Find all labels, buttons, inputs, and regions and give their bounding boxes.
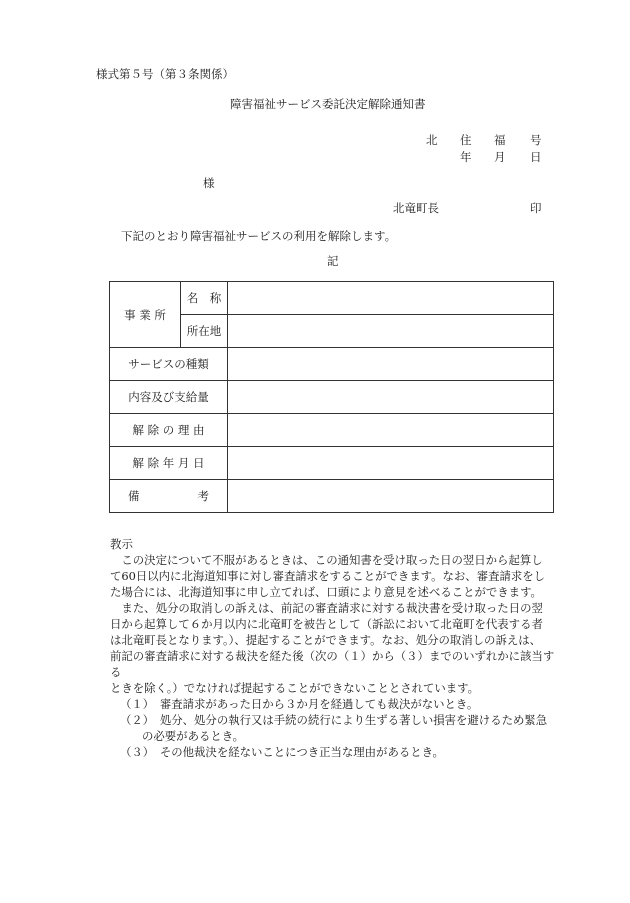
office-label: 事 業 所	[110, 282, 181, 348]
details-table	[109, 281, 554, 513]
name-label: 名 称	[181, 282, 228, 315]
ref-number-part-2: 住	[460, 133, 472, 147]
table-row	[110, 282, 554, 315]
reason-value	[228, 414, 554, 447]
notice-line: 日から起算して６か月以内に北竜町を被告として（訴訟において北竜町を代表する者	[110, 617, 543, 631]
remarks-label	[110, 480, 228, 513]
address-value	[228, 315, 554, 348]
service-type-label: サービスの種類	[110, 348, 228, 381]
document-title: 障害福祉サービス委託決定解除通知書	[230, 97, 426, 111]
ki-heading: 記	[327, 254, 339, 268]
table-row	[110, 381, 554, 414]
date-year: 年	[460, 150, 472, 164]
ref-number-part-1: 北	[426, 133, 438, 147]
notice-body	[110, 552, 560, 760]
notice-item-1: （１） 審査請求があった日から３か月を経過しても裁決がないとき。	[120, 697, 479, 711]
notice-item-2-cont: の必要があるとき。	[142, 729, 245, 743]
ref-number-part-3: 福	[494, 133, 506, 147]
intro-text: 下記のとおり障害福祉サービスの利用を解除します。	[121, 229, 397, 243]
table-row	[110, 447, 554, 480]
form-number: 様式第５号（第３条関係）	[96, 67, 234, 81]
reason-label: 解 除 の 理 由	[110, 414, 228, 447]
notice-line: た場合には、北海道知事に申し立てれば、口頭により意見を述べることができます。	[110, 585, 542, 599]
address-label: 所在地	[181, 315, 228, 348]
notice-item-3: （３） その他裁決を経ないことにつき正当な理由があるとき。	[120, 745, 444, 759]
notice-line: て60日以内に北海道知事に対し審査請求をすることができます。なお、審査請求をし	[110, 569, 546, 583]
date-value	[228, 447, 554, 480]
content-value	[228, 381, 554, 414]
remarks-label-1: 備	[128, 489, 140, 503]
remarks-value	[228, 480, 554, 513]
date-month: 月	[494, 150, 506, 164]
date-label: 解 除 年 月 日	[110, 447, 228, 480]
notice-heading: 教示	[110, 537, 133, 551]
seal-mark: 印	[530, 201, 542, 215]
name-value	[228, 282, 554, 315]
service-type-value	[228, 348, 554, 381]
notice-line: は北竜町長となります。）、提起することができます。なお、処分の取消しの訴えは、	[110, 633, 542, 647]
notice-line: また、処分の取消しの訴えは、前記の審査請求に対する裁決書を受け取った日の翌	[110, 601, 543, 615]
ref-number-part-4: 号	[530, 133, 542, 147]
content-label: 内容及び支給量	[110, 381, 228, 414]
date-day: 日	[530, 150, 542, 164]
notice-item-2: （２） 処分、処分の執行又は手続の続行により生ずる著しい損害を避けるため緊急	[120, 713, 548, 727]
remarks-label-2: 考	[197, 489, 209, 503]
table-row	[110, 414, 554, 447]
notice-line: この決定について不服があるときは、この通知書を受け取った日の翌日から起算し	[110, 553, 543, 567]
table-row	[110, 480, 554, 513]
notice-line: 前記の審査請求に対する裁決を経た後（次の（１）から（３）までのいずれかに該当する	[110, 649, 555, 679]
table-row	[110, 348, 554, 381]
issuer-name: 北竜町長	[393, 201, 439, 215]
addressee-suffix: 様	[203, 176, 215, 190]
notice-line: ときを除く。）でなければ提起することができないこととされています。	[110, 681, 480, 695]
